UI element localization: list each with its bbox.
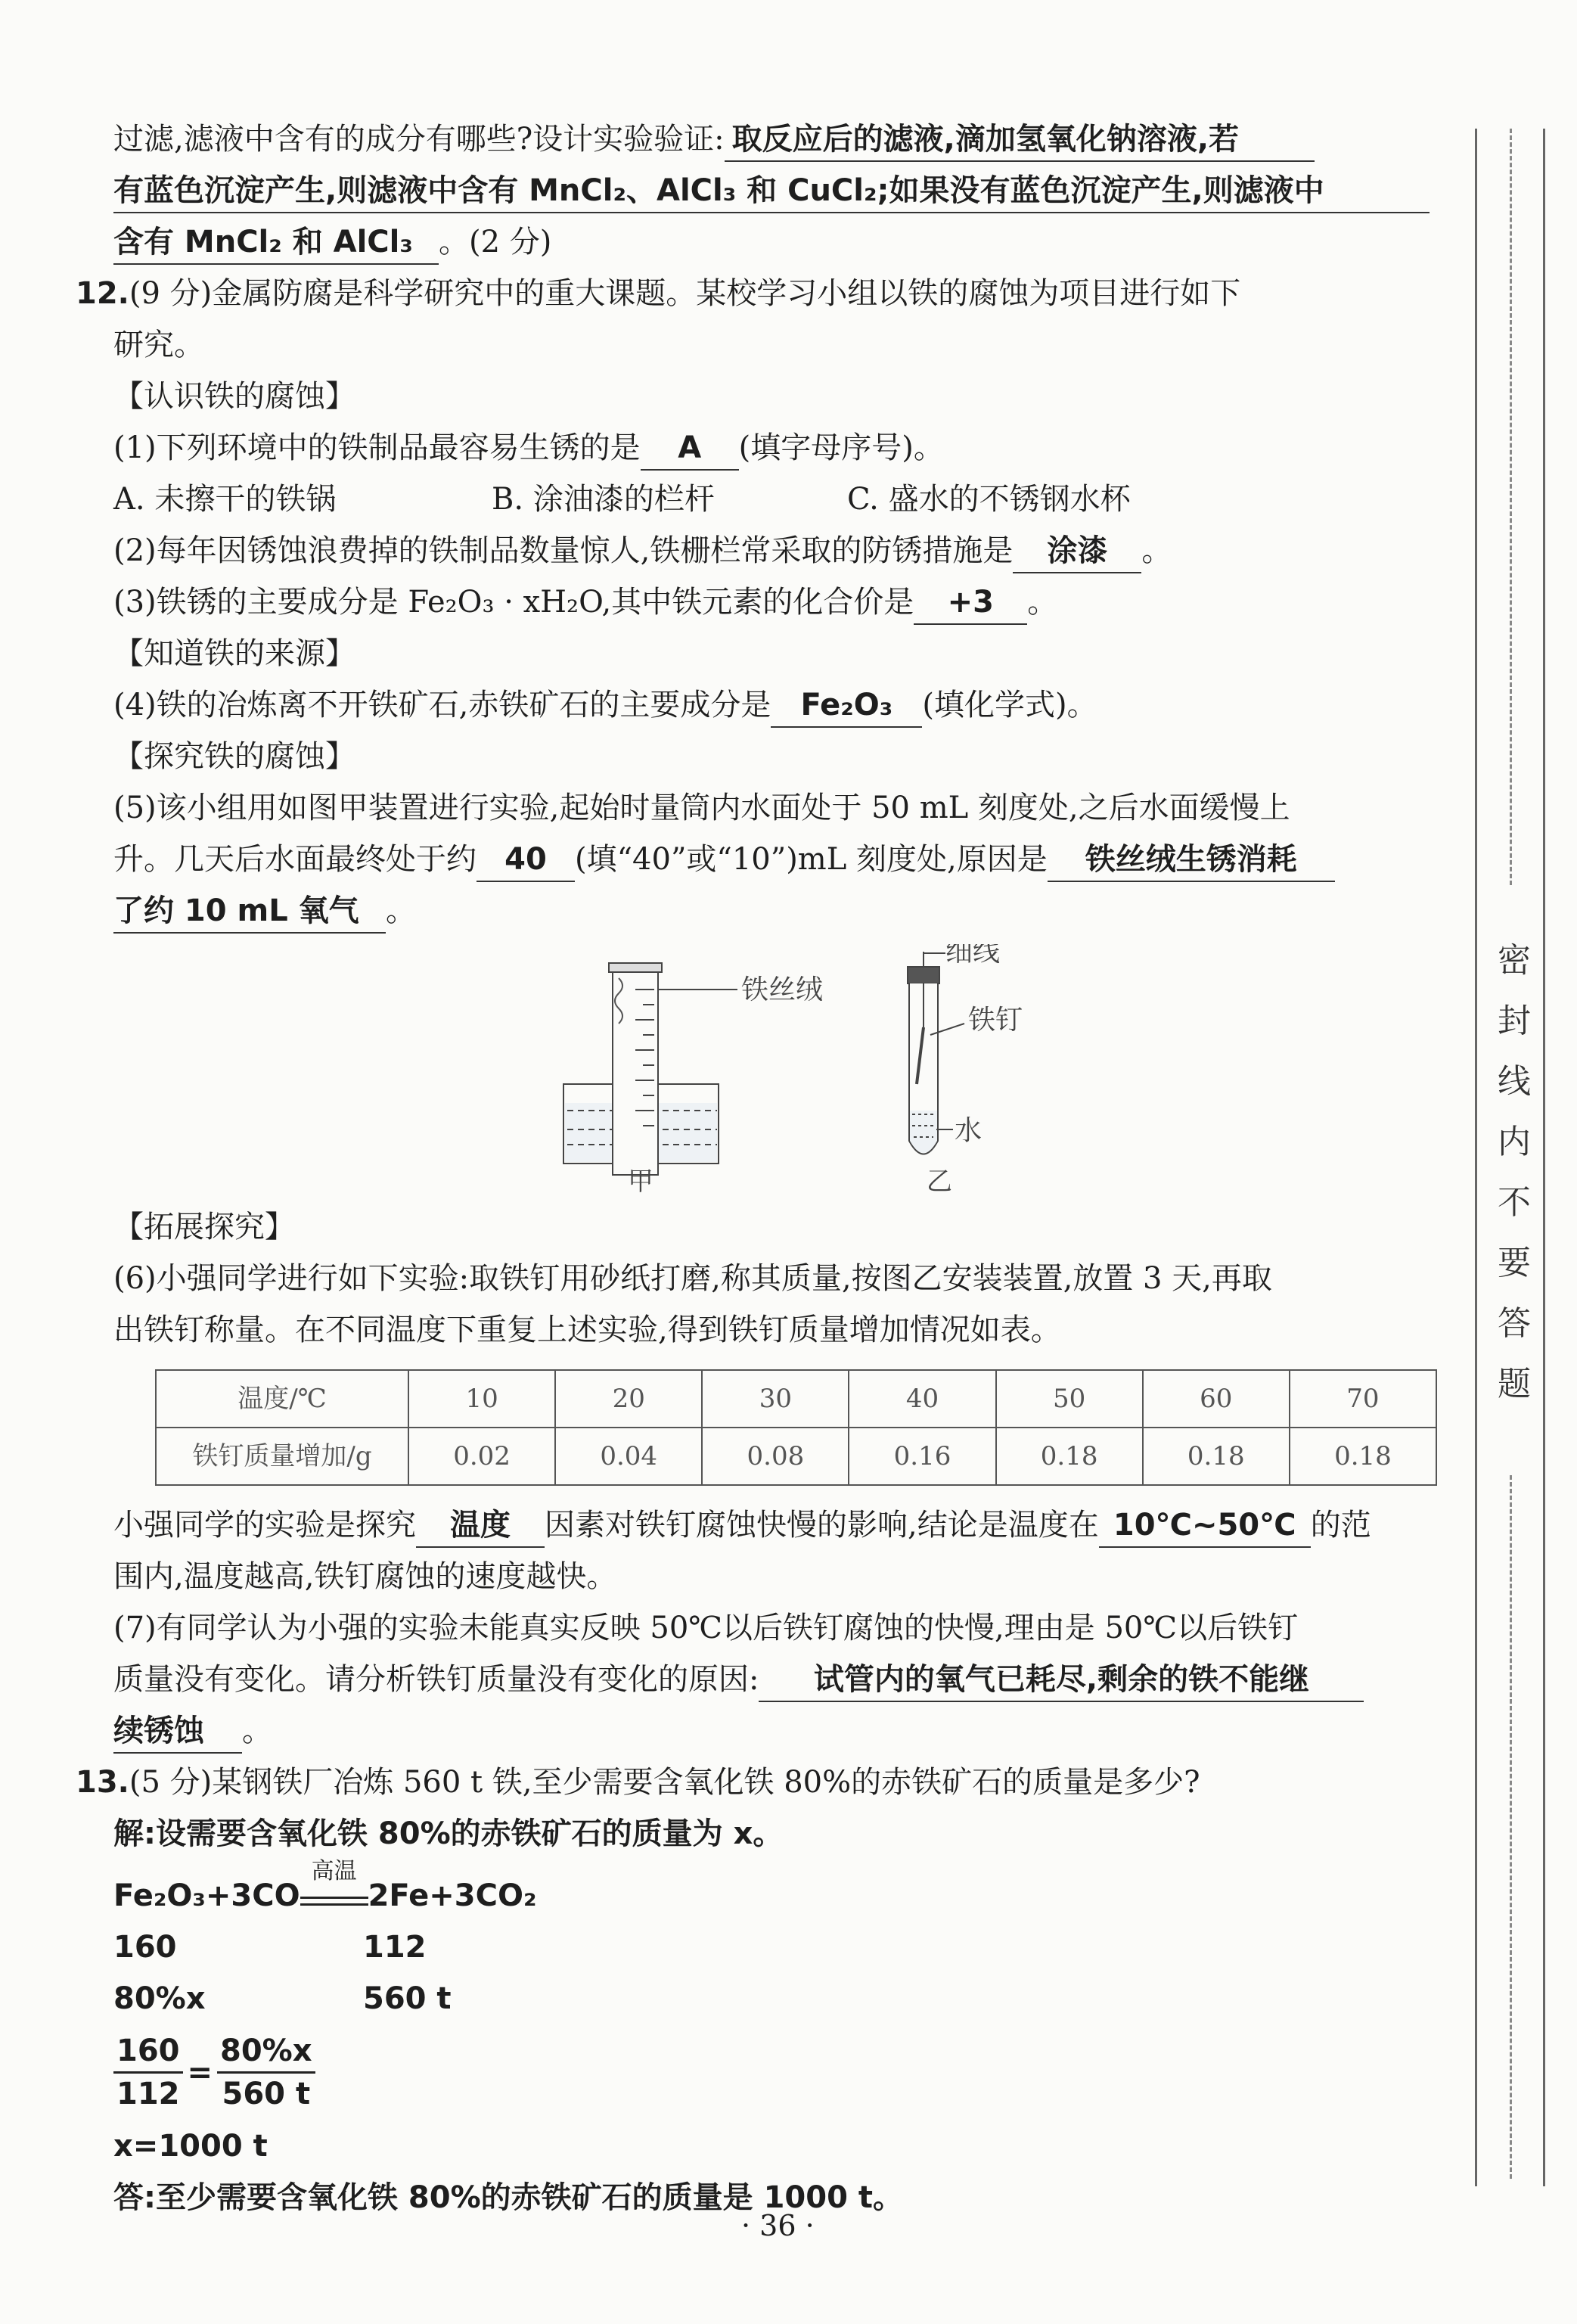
q12-p6-line2: 出铁钉称量。在不同温度下重复上述实验,得到铁钉质量增加情况如表。 [113,1313,1061,1347]
option-c: C. 盛水的不锈钢水杯 [847,482,1131,517]
table-cell: 60 [1143,1370,1290,1428]
stopper [908,967,939,983]
q12-p7-text: 质量没有变化。请分析铁钉质量没有变化的原因: [113,1662,759,1697]
q12-p7-line2 [113,1654,1445,1705]
q12-intro [76,268,1445,319]
q12-p3-text: (3)铁锈的主要成分是 Fe₂O₃ · xH₂O,其中铁元素的化合价是 [113,585,914,620]
q11-answer-part1: 取反应后的滤液,滴加氢氧化钠溶液,若 [725,118,1315,162]
fraction-right-denominator: 560 t [222,2077,311,2111]
table-cell: 30 [702,1370,849,1428]
q12-intro-text2: 研究。 [113,328,204,362]
q12-intro-text: (9 分)金属防腐是科学研究中的重大课题。某校学习小组以铁的腐蚀为项目进行如下 [129,276,1241,311]
q11-line3 [113,216,1445,268]
seal-char: 要 [1498,1244,1531,1282]
q12-p5-suffix: 。 [386,893,416,928]
apparatus-diagram [113,944,1445,1194]
mass-ore: 80%x [113,1981,206,2016]
equation-reactants: Fe₂O₃+3CO [113,1878,300,1913]
q12-p6c-mid: 因素对铁钉腐蚀快慢的影响,结论是温度在 [545,1508,1099,1543]
table-cell: 70 [1290,1370,1436,1428]
q12-p4-suffix: (填化学式)。 [922,688,1097,722]
equation-equals [300,1897,368,1906]
seal-char: 线 [1498,1062,1531,1101]
q12-part2 [113,525,1445,576]
q11-answer-part2: 有蓝色沉淀产生,则滤液中含有 MnCl₂、AlCl₃ 和 CuCl₂;如果没有蓝色沉淀产生,则滤液中 [113,169,1430,213]
temperature-mass-table [155,1369,1437,1486]
q12-p2-suffix: 。 [1141,533,1172,568]
mass-iron: 560 t [363,1981,452,2016]
q12-p4-text: (4)铁的冶炼离不开铁矿石,赤铁矿石的主要成分是 [113,688,771,722]
q13-proportion [113,2030,1445,2114]
q12-p5-line3 [113,885,1445,937]
q12-p7-answer1: 试管内的氧气已耗尽,剩余的铁不能继 [759,1658,1364,1702]
equals-sign: = [187,2055,213,2090]
q13-actual-masses [113,1973,1445,2024]
q12-p6c-suffix: 的范 [1310,1508,1371,1543]
table-header-temperature: 温度/℃ [156,1370,408,1428]
q12-p7-line1: (7)有同学认为小强的实验未能真实反映 50℃以后铁钉腐蚀的快慢,理由是 50℃以后铁钉 [113,1611,1299,1645]
table-row-temperature [156,1370,1436,1428]
q12-p1-suffix: (填字母序号)。 [738,430,944,465]
q12-p5-answer1: 40 [477,838,575,882]
q12-p2-answer: 涂漆 [1013,530,1141,573]
table-cell: 20 [555,1370,702,1428]
section-heading-explore: 【探究铁的腐蚀】 [113,739,355,774]
seal-char: 不 [1498,1183,1531,1222]
q13-result: x=1000 t [113,2129,268,2164]
fraction-right [217,2030,315,2114]
worksheet-content [76,113,1445,2223]
table-cell: 0.02 [408,1428,555,1485]
table-cell: 50 [996,1370,1143,1428]
table-cell: 10 [408,1370,555,1428]
equation-products: 2Fe+3CO₂ [368,1878,537,1913]
q13-equation [113,1858,1445,1922]
q12-part1 [113,422,1445,474]
page-number: · 36 · [741,2209,815,2242]
q11-answer-part3: 含有 MnCl₂ 和 AlCl₃ [113,221,439,265]
q12-p7-answer2: 续锈蚀 [113,1710,242,1754]
option-a: A. 未擦干的铁锅 [113,482,337,517]
molar-mass-fe2o3: 160 [113,1930,177,1965]
q12-p4-answer: Fe₂O₃ [771,684,922,728]
q13-molar-masses [113,1922,1445,1973]
q12-number: 12. [76,276,129,311]
q12-options [113,474,1445,525]
q13-number: 13. [76,1765,129,1800]
caption-jia: 甲 [628,1167,653,1194]
seal-line-notice [1492,931,1537,1415]
equation-condition: 高温 [311,1858,357,1884]
q12-p5-answer2a: 铁丝绒生锈消耗 [1048,838,1335,882]
label-thread: 细线 [945,944,1001,968]
section-heading-extend: 【拓展探究】 [113,1210,295,1244]
molar-mass-fe: 112 [363,1930,427,1965]
figure-jia [563,963,737,1175]
section-heading-source: 【知道铁的来源】 [113,636,355,671]
q11-question-text: 过滤,滤液中含有的成分有哪些?设计实验验证: [113,122,725,157]
q11-score: 。(2 分) [439,225,552,259]
table-cell: 0.18 [996,1428,1143,1485]
q12-p5-line1: (5)该小组用如图甲装置进行实验,起始时量筒内水面处于 50 mL 刻度处,之后水面缓慢上 [113,791,1290,825]
fraction-left-numerator: 160 [113,2030,183,2074]
section-heading-recognize: 【认识铁的腐蚀】 [113,379,355,414]
q12-p6-conclusion-line2: 围内,温度越高,铁钉腐蚀的速度越快。 [113,1559,617,1594]
fraction-left-denominator: 112 [116,2077,180,2111]
table-header-mass: 铁钉质量增加/g [156,1428,408,1485]
q12-part4 [113,679,1445,731]
option-b: B. 涂油漆的栏杆 [492,482,715,517]
fraction-left [113,2030,183,2114]
q11-line1 [113,113,1445,165]
seal-char: 封 [1498,1002,1531,1040]
table-row-mass [156,1428,1436,1485]
seal-char: 答 [1498,1304,1531,1343]
q12-p5-answer2b: 了约 10 mL 氧气 [113,890,386,934]
seal-char: 内 [1498,1123,1531,1161]
table-cell: 40 [849,1370,995,1428]
label-steel-wool: 铁丝绒 [741,974,824,1005]
table-cell: 0.16 [849,1428,995,1485]
q12-p1-answer: A [641,427,739,471]
q12-p6-answer2: 10℃~50℃ [1099,1504,1311,1548]
q13-stem-text: (5 分)某钢铁厂冶炼 560 t 铁,至少需要含氧化铁 80%的赤铁矿石的质量是多少? [129,1765,1200,1800]
margin-dashed-line-top [1510,129,1512,885]
seal-char: 密 [1498,941,1531,980]
graduated-cylinder [613,967,658,1175]
margin-solid-line-right [1543,129,1545,2186]
q12-p5-line2 [113,834,1445,885]
q13-final-answer: 答:至少需要含氧化铁 80%的赤铁矿石的质量是 1000 t。 [113,2180,903,2215]
margin-solid-line-left [1475,129,1477,2186]
q12-p3-suffix: 。 [1027,585,1058,620]
label-nail: 铁钉 [968,1005,1023,1036]
caption-yi: 乙 [927,1167,952,1194]
q12-p6-answer1: 温度 [416,1504,545,1548]
apparatus-figures [113,944,1445,1194]
margin-dashed-line-bottom [1510,1475,1512,2179]
fraction-right-numerator: 80%x [217,2030,315,2074]
table-cell: 0.04 [555,1428,702,1485]
seal-char: 题 [1498,1365,1531,1403]
table-cell: 0.08 [702,1428,849,1485]
table-cell: 0.18 [1143,1428,1290,1485]
q12-p3-answer: +3 [914,581,1027,625]
q13-stem [76,1757,1445,1808]
q12-p1-text: (1)下列环境中的铁制品最容易生锈的是 [113,430,641,465]
q12-p5-mid: (填“40”或“10”)mL 刻度处,原因是 [575,842,1048,877]
q11-line2 [113,165,1445,216]
q12-p2-text: (2)每年因锈蚀浪费掉的铁制品数量惊人,铁栅栏常采取的防锈措施是 [113,533,1014,568]
table-cell: 0.18 [1290,1428,1436,1485]
label-water: 水 [955,1115,983,1146]
q13-solution-setup: 解:设需要含氧化铁 80%的赤铁矿石的质量为 x。 [113,1816,784,1851]
q12-p7-suffix: 。 [242,1713,272,1748]
q12-p6-line1: (6)小强同学进行如下实验:取铁钉用砂纸打磨,称其质量,按图乙安装装置,放置 3 天,再取 [113,1261,1272,1296]
q12-p6c-text: 小强同学的实验是探究 [113,1508,416,1543]
q12-p6-conclusion [113,1499,1445,1551]
q12-p5-text: 升。几天后水面最终处于约 [113,842,477,877]
equation-arrow [300,1858,368,1906]
q12-p7-line3 [113,1705,1445,1757]
q12-part3 [113,576,1445,628]
